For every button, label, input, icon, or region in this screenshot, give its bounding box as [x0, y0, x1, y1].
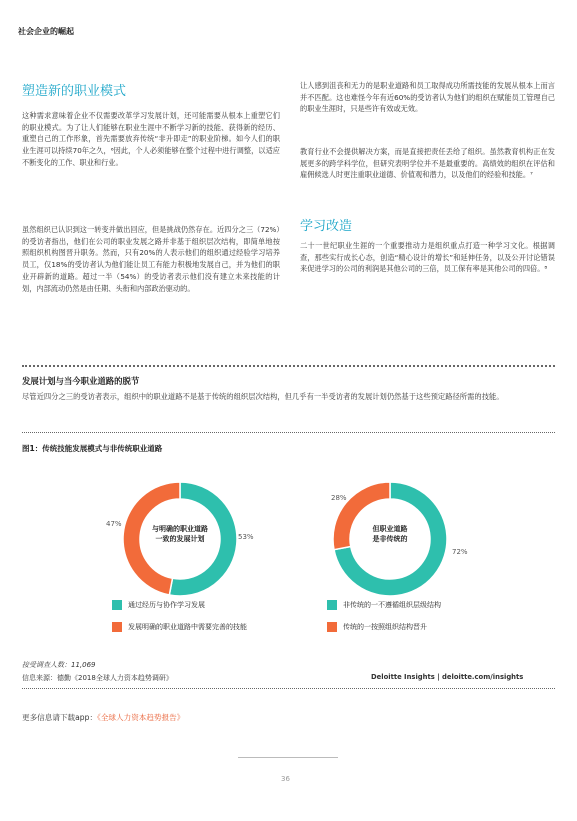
brand-note: Deloitte Insights | deloitte.com/insights [371, 673, 524, 681]
report-link[interactable]: 《全球人力资本趋势报告》 [97, 713, 185, 722]
donut-center-line: 一致的发展计划 [155, 535, 205, 543]
legend-label: 通过经历与协作学习发展 [128, 601, 205, 609]
more-info-line [22, 712, 184, 723]
data-label-72: 72% [452, 548, 468, 556]
section-title-learning: 学习改造 [300, 219, 353, 234]
legend-item [112, 622, 247, 632]
legend-item [327, 622, 427, 632]
dotted-divider [22, 432, 555, 433]
donut-center-line: 与明确的职业道路 [152, 525, 208, 533]
box-title: 发展计划与当今职业道路的脱节 [22, 376, 140, 386]
sample-size-note: 接受调查人数：11,069 [22, 661, 96, 669]
legend-label: 传统的一按照组织结构晋升 [343, 623, 427, 631]
data-label-28: 28% [331, 494, 347, 502]
box-intro: 尽管近四分之三的受访者表示，组织中的职业道路不是基于传统的组织层次结构，但几乎有一半受访者的发展计划仍然基于这些预定路径所需的技能。 [22, 392, 504, 401]
legend-swatch-orange [327, 622, 337, 632]
more-info-prefix: 更多信息请下载app： [22, 713, 98, 722]
data-label-53: 53% [238, 533, 254, 541]
donut-center-label [340, 524, 440, 544]
legend-swatch-teal [327, 600, 337, 610]
legend-item [327, 600, 441, 610]
data-label-47: 47% [106, 520, 122, 528]
legend-item [112, 600, 205, 610]
body-paragraph: 二十一世纪职业生涯的一个重要推动力是组织重点打造一种学习文化。根据调查，那些实行成长心态，创造“精心设计的增长”和延伸任务，以及公开讨论错误来促进学习的公司的利润是其他公司的三倍，员工保有率是其他公司的四倍。⁸ [300, 241, 555, 274]
section-title-career-model: 塑造新的职业模式 [22, 84, 127, 99]
body-paragraph: 教育行业不会提供解决方案，而是直接把责任丢给了组织。虽然教育机构正在发展更多的跨学科学位，但研究表明学位并不是最重要的。高绩效的组织在评估和雇佣候选人时更注重职业道德、价值观和潜力，以及他们的经验和技能。⁷ [300, 147, 555, 180]
donut-center-line: 是非传统的 [372, 535, 408, 543]
source-note: 信息来源：德勤《2018全球人力资本趋势调研》 [22, 674, 173, 682]
figure-donut-charts [0, 460, 577, 650]
body-paragraph: 虽然组织已认识到这一转变并做出回应，但是挑战仍然存在。近四分之三（72%）的受访者指出，他们在公司的职业发展之路并非基于组织层次结构，即简单地按照组织机构图晋升职务。然而，只有20%的人表示他们的组织通过经验学习培养员工，仅18%的受访者认为他们能让员工有能力积极地发展自己，并为他们的职业开辟新的道路。超过一半（54%）的受访者表示他们没有建立未来技能的计划，内部流动仍然是由任期、头衔和内部政治驱动的。 [22, 225, 280, 293]
figure-title: 图1：传统技能发展模式与非传统职业道路 [22, 444, 163, 453]
legend-swatch-orange [112, 622, 122, 632]
legend-label: 非传统的一不遵循组织层级结构 [343, 601, 441, 609]
dotted-divider [22, 365, 555, 367]
donut-center-label [130, 524, 230, 544]
legend-swatch-teal [112, 600, 122, 610]
body-paragraph: 让人感到沮丧和无力的是职业道路和员工取得成功所需技能的发展从根本上而言并不匹配。这也难怪今年有近60%的受访者认为他们的组织在赋能员工管理自己的职业生涯时，只是些许有效或无效。 [300, 81, 555, 114]
page-number: 36 [281, 775, 290, 783]
running-header: 社会企业的崛起 [18, 27, 74, 36]
legend-label: 发展明确的职业道路中需要完善的技能 [128, 623, 247, 631]
body-paragraph: 这种需求意味着企业不仅需要改革学习发展计划，还可能需要从根本上重塑它们的职业模式。为了让人们能够在职业生涯中不断学习新的技能、获得新的经历、重塑自己的工作形象，首先需要放弃传统“非升即走”的职业阶梯。如今人们的职业生涯可以持续70年之久，⁶因此，个人必须能够在整个过程中进行调整，以适应不断变化的工作、职业和行业。 [22, 111, 280, 167]
donut-center-line: 但职业道路 [372, 525, 408, 533]
page-divider [238, 757, 338, 758]
dotted-divider [22, 688, 555, 689]
